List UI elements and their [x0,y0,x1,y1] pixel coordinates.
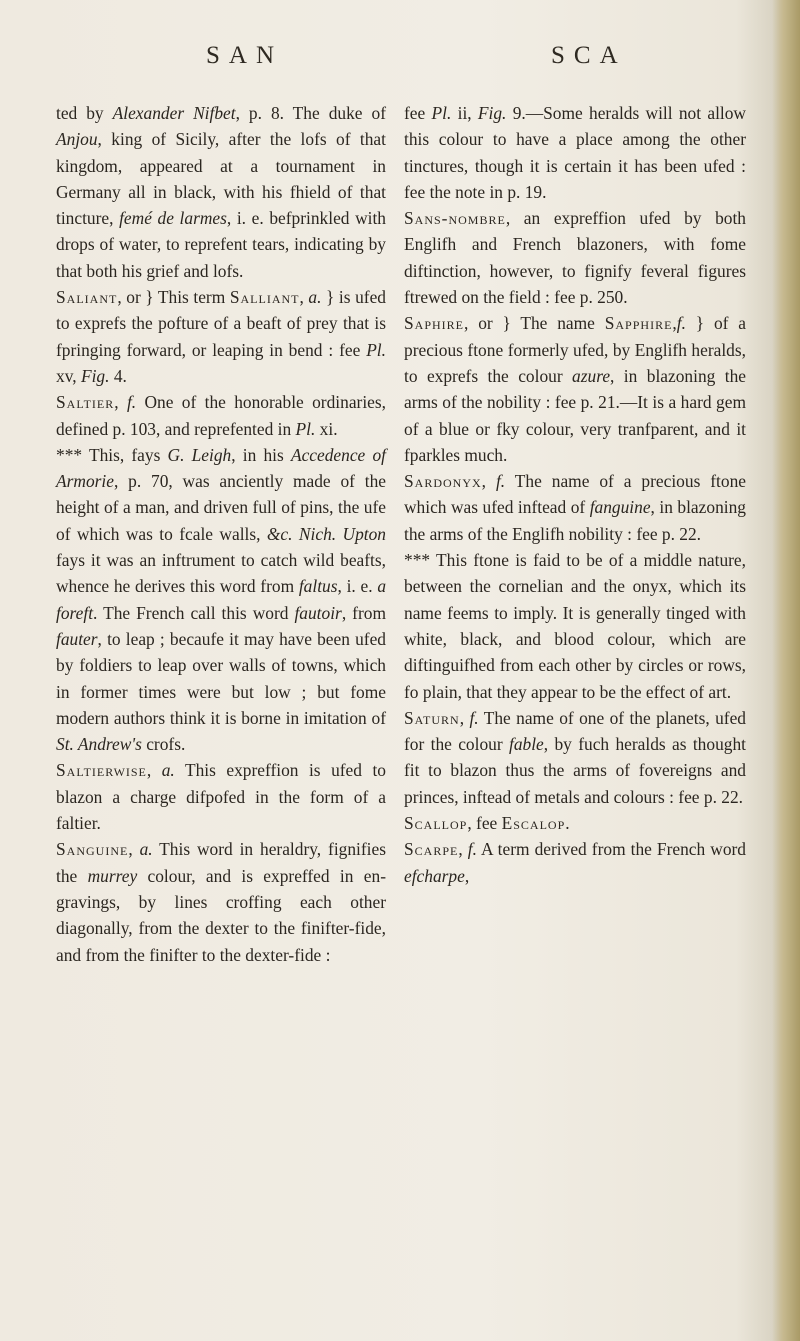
italic-run: a foreft [56,576,387,623]
italic-run: efcharpe [404,865,465,886]
text-run: This expreffion is ufed to blazon a charge difpofed in the form of a faltier. [56,760,386,834]
text-run: ted by [56,103,113,123]
running-head-right: SCA [551,42,627,69]
text-run: The name of one of the planets, ufed for the colour [404,707,746,755]
italic-run: fanguine [589,497,651,518]
italic-run: femé de larmes [119,208,227,229]
text-run: The name of a precious ftone which was ufed inftead of [404,471,746,518]
entry-saltierwise [56,757,386,836]
italic-run: a. [308,287,322,308]
right-column [404,100,746,889]
text-run: ii, [451,103,478,123]
text-run: One of the honorable ordinaries, defined p. 103, and reprefented in [56,392,386,439]
italic-run: f. [126,392,137,413]
text-run: , [672,313,677,334]
text-run: xv, [56,365,81,386]
italic-run: Fig. [80,365,110,386]
left-column [56,100,386,968]
italic-run: f. [676,313,686,334]
text-run: , fee [467,813,502,834]
running-head-left: SAN [206,42,284,69]
entry-cont [56,100,386,284]
text-run: , [299,287,309,308]
italic-run: Fig. [477,103,507,123]
text-run: This word in heraldry, fignifies the [56,839,386,886]
entry-sanguine [56,836,386,967]
headword: Sapphire [604,313,673,334]
italic-run: G. Leigh [167,444,232,465]
headword: Salliant [229,287,300,308]
headword: Saphire [404,313,465,334]
italic-run: Anjou [56,129,98,150]
text-run: , [464,865,470,886]
text-run: , or } The name [464,313,605,334]
italic-run: Pl. [366,339,386,360]
text-run: . The French call this word [93,602,295,623]
entry-sardonyx-note [404,547,746,705]
italic-run: a. [139,839,153,860]
entry-cont2 [404,100,746,205]
headword: Sardonyx [404,471,482,492]
page-edge [772,0,800,1341]
headword: Sans-nombre [404,208,506,229]
italic-run: fauter [56,628,98,649]
italic-run: f. [469,707,479,728]
text-run: , in blazoning the arms of the nobility : fee p. 21.—It is a hard gem of a blue or fky colour, very tranfparent, and it fparkles much. [404,365,746,465]
italic-run: f. [495,471,506,492]
headword: Saturn [404,707,460,728]
entry-scarpe [404,836,746,889]
text-run: , by fuch heralds as thought fit to blazon thus the arms of fovereigns and princes, inftead of metals and colours : fee p. 22. [404,734,746,807]
text-run: , from [341,602,386,623]
text-run: } is ufed to exprefs the pofture of a beaft of prey that is fpringing forward, or leaping in bend : fee [56,287,386,360]
italic-run: a. [161,760,175,781]
text-run: fays it was an inftrument to catch wild beafts, whence he derives this word from [56,550,386,597]
entry-saltier [56,389,386,442]
headword: Scallop [404,813,468,834]
text-run: , an expreffion ufed by both Englifh and French blazoners, with fome diftinction, however, to fignify feveral figures ftrewed on the field : fee p. 250. [404,208,746,308]
entry-saliant [56,284,386,389]
italic-run: Pl. [431,103,452,123]
text-run: fee [404,103,432,123]
text-run: , [128,839,140,860]
text-run: , or } This term [117,287,230,308]
entry-saturn [404,705,746,810]
text-run: *** This, fays [56,444,168,465]
text-run: crofs. [141,734,186,755]
text-run: , p. 8. The duke of [235,103,386,123]
text-run: , [458,839,468,860]
italic-run: faltus [298,576,338,597]
text-run: , in his [231,444,291,465]
italic-run: murrey [87,865,138,886]
text-run: , in blazoning the arms of the Englifh nobility : fee p. 22. [404,497,746,544]
italic-run: Accedence of Armorie [56,444,386,492]
italic-run: Pl. [295,418,316,439]
text-run: , [114,392,127,413]
text-run: , [146,760,162,781]
text-run: , [459,707,470,728]
headword: Scarpe [404,839,459,860]
headword: Escalop [501,813,566,834]
text-run: , i. e. befprinkled with drops of water, to reprefent tears, indicating by that both his grief and lofs. [56,208,387,281]
text-run: , to leap ; becaufe it may have been ufed by foldiers to leap over walls of towns, which in former times were but low ; but fome modern authors think it is borne in imitation of [56,628,386,728]
text-run: 9.—Some heralds will not allow this colour to have a place among the other tinctures, though it is certain it has been ufed : fee the note in p. 19. [404,103,746,202]
entry-sans-nombre [404,205,746,310]
headword: Saltier [56,392,115,413]
entry-sardonyx [404,468,746,547]
entry-scallop [404,810,746,836]
italic-run: &c. Nich. Upton [266,523,387,544]
italic-run: azure [572,365,611,386]
headword: Sanguine [56,839,129,860]
text-run: . [565,813,570,834]
text-run: 4. [109,365,127,386]
text-run: xi. [315,418,338,439]
headword: Saltierwise [56,760,147,781]
italic-run: fable [509,734,544,755]
entry-saltier-note [56,442,386,758]
headword: Saliant [56,287,118,308]
text-run: *** This ftone is faid to be of a middle nature, between the cornelian and the onyx, which its name feems to imply. It is generally tinged with white, black, and blood colour, which are diftinguifhed from each other by circles or rows, fo plain, that they appear to be the effect of art. [404,550,746,702]
text-run: A term derived from the French word [476,839,747,860]
text-run: colour, and is expreffed in engravings, by lines croffing each other diagonally, from the dexter to the finifter-fide, and from the finifter to the dexter-fide : [56,865,386,965]
text-run: } of a precious ftone formerly ufed, by Englifh heralds, to exprefs the colour [404,313,746,386]
italic-run: St. Andrew's [56,734,142,755]
italic-run: f. [467,839,477,860]
text-run: , p. 70, was anciently made of the height of a man, and driven full of pins, the ufe of which was to fcale walls, [56,471,386,544]
entry-saphire [404,310,746,468]
italic-run: Alexander Nifbet [112,103,236,123]
text-run: , [481,471,496,492]
italic-run: fautoir [294,602,342,623]
text-run: , king of Sicily, after the lofs of that kingdom, appeared at a tournament in Germany all in black, with his fhield of that tincture, [56,129,386,229]
text-run: , i. e. [337,576,378,597]
